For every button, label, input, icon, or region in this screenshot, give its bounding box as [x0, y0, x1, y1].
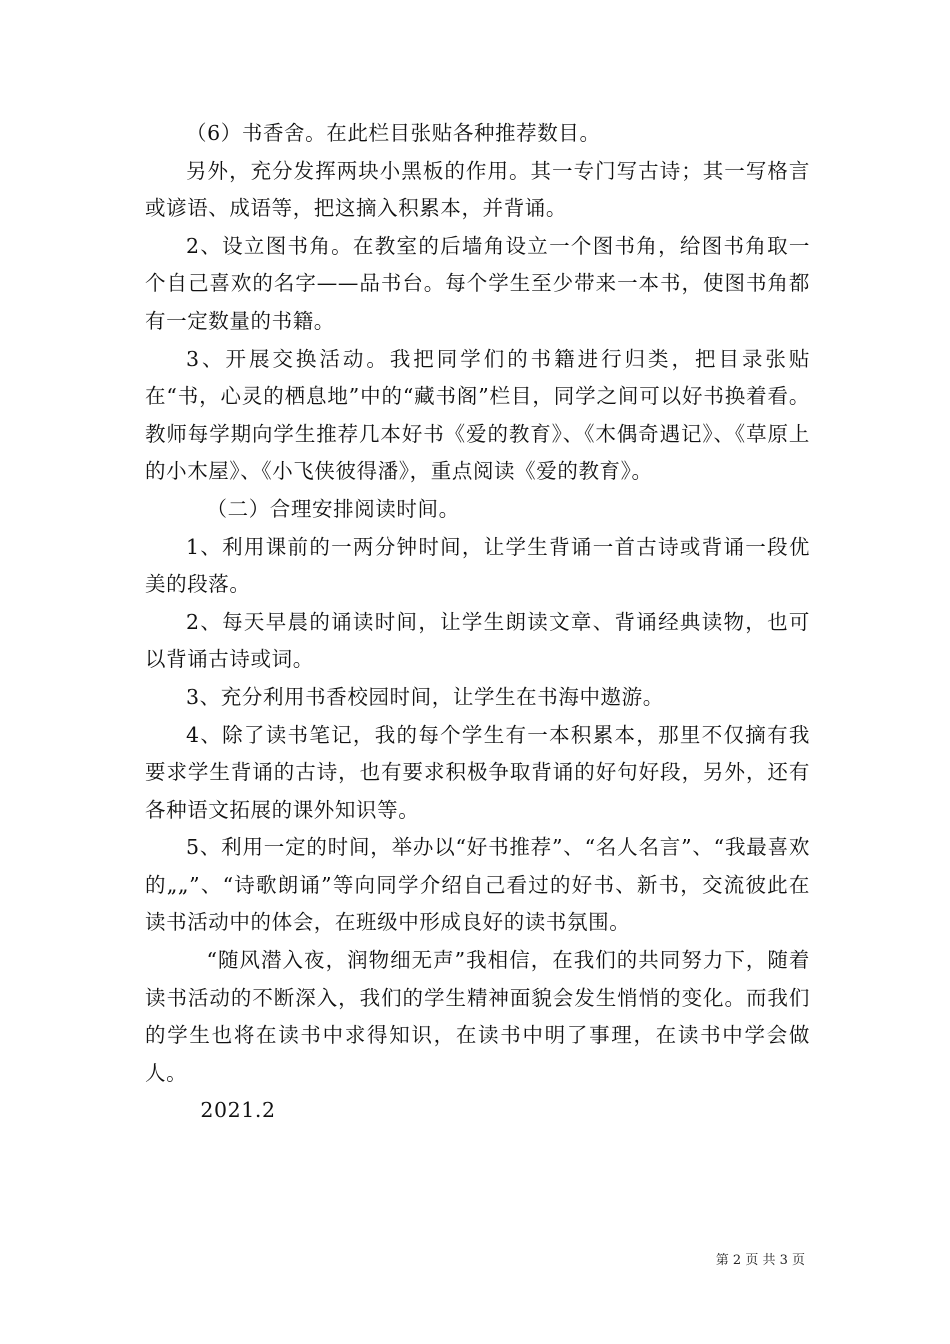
document-body [145, 115, 810, 1130]
paragraph-accumulation-book: 4、除了读书笔记，我的每个学生有一本积累本，那里不仅摘有我要求学生背诵的古诗，也有要求积极争取背诵的好句好段，另外，还有各种语文拓展的课外知识等。 [145, 722, 810, 822]
page-number-footer: 第 2 页 共 3 页 [715, 1253, 805, 1268]
paragraph-activities: 5、利用一定的时间，举办以“好书推荐”、“名人名言”、“我最喜欢的„„”、“诗歌朗诵”等向同学介绍自己看过的好书、新书，交流彼此在读书活动中的体会，在班级中形成良好的读书氛围。 [145, 835, 810, 935]
paragraph-before-class: 1、利用课前的一两分钟时间，让学生背诵一首古诗或背诵一段优美的段落。 [145, 534, 810, 597]
paragraph-campus-time: 3、充分利用书香校园时间，让学生在书海中遨游。 [186, 684, 664, 709]
paragraph-bulletin-column: （6）书香舍。在此栏目张贴各种推荐数目。 [186, 121, 601, 145]
paragraph-book-corner: 2、设立图书角。在教室的后墙角设立一个图书角，给图书角取一个自己喜欢的名字——品书台。每个学生至少带来一本书，使图书角都有一定数量的书籍。 [145, 233, 810, 333]
paragraph-blackboards: 另外，充分发挥两块小黑板的作用。其一专门写古诗；其一写格言或谚语、成语等，把这摘入积累本，并背诵。 [145, 158, 810, 221]
document-date: 2021.2 [200, 1098, 276, 1123]
section-heading-reading-time: （二）合理安排阅读时间。 [206, 496, 460, 521]
paragraph-conclusion: “随风潜入夜，润物细无声”我相信，在我们的共同努力下，随着读书活动的不断深入，我们的学生精神面貌会发生悄悄的变化。而我们的学生也将在读书中求得知识，在读书中明了事理，在读书中学会做人。 [145, 948, 810, 1085]
paragraph-morning-reading: 2、每天早晨的诵读时间，让学生朗读文章、背诵经典读物，也可以背诵古诗或词。 [145, 609, 810, 672]
paragraph-exchange-activity: 3、开展交换活动。我把同学们的书籍进行归类，把目录张贴在“书，心灵的栖息地”中的“藏书阁”栏目，同学之间可以好书换着看。教师每学期向学生推荐几本好书《爱的教育》、《木偶奇遇记》、《草原上的小木屋》、《小飞侠彼得潘》，重点阅读《爱的教育》。 [145, 346, 810, 484]
